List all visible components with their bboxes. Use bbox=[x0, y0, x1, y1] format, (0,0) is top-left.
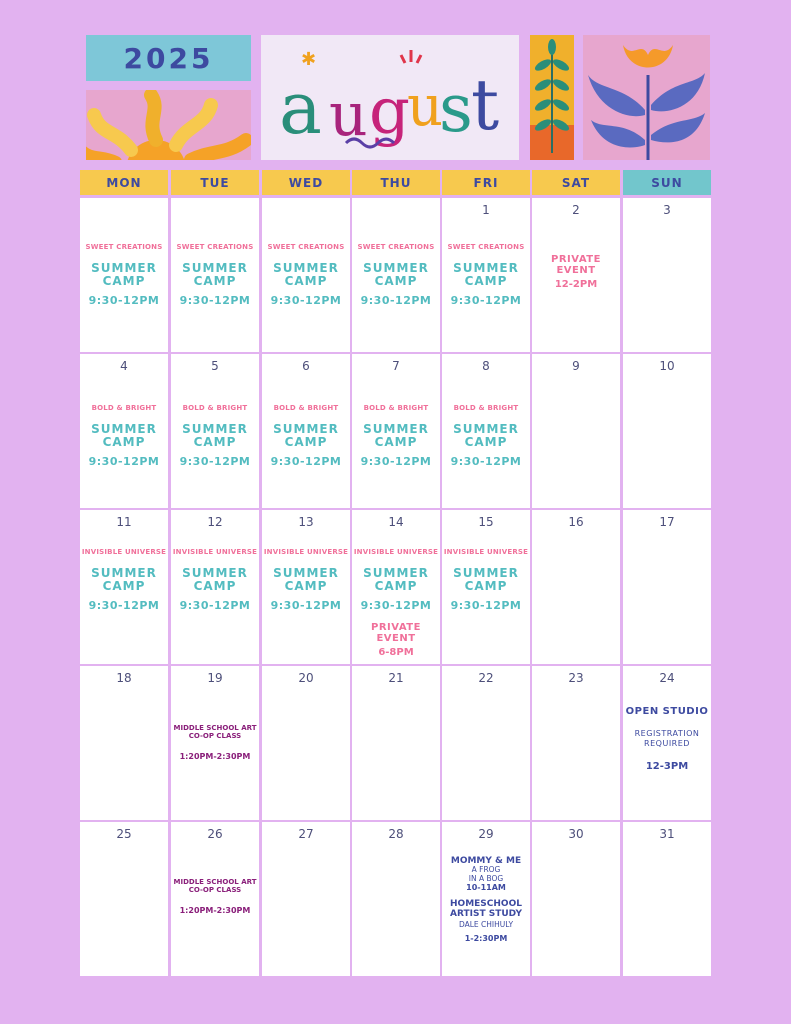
camp-event: BOLD & BRIGHT SUMMER CAMP 9:30-12PM bbox=[179, 404, 251, 468]
day-number: 25 bbox=[116, 827, 132, 841]
flower-illustration bbox=[583, 35, 710, 160]
calendar-cell[interactable] bbox=[171, 822, 259, 976]
weekday-header-wed: WED bbox=[262, 170, 350, 195]
camp-event: INVISIBLE UNIVERSE SUMMER CAMP 9:30-12PM bbox=[81, 548, 167, 612]
day-number: 14 bbox=[388, 515, 404, 529]
day-number: 24 bbox=[659, 671, 675, 685]
calendar-cell[interactable] bbox=[442, 354, 530, 508]
day-number: 17 bbox=[659, 515, 675, 529]
svg-text:u: u bbox=[407, 74, 444, 139]
camp-event: SWEET CREATIONS SUMMER CAMP 9:30-12PM bbox=[85, 243, 163, 307]
year-label: 2025 bbox=[123, 41, 214, 75]
camp-event: SWEET CREATIONS SUMMER CAMP 9:30-12PM bbox=[267, 243, 345, 307]
calendar-cell[interactable] bbox=[442, 510, 530, 664]
weekday-header-thu: THU bbox=[352, 170, 440, 195]
weekday-header-fri: FRI bbox=[442, 170, 530, 195]
homeschool-title-2: ARTIST STUDY bbox=[450, 909, 522, 919]
camp-event: BOLD & BRIGHT SUMMER CAMP 9:30-12PM bbox=[360, 404, 432, 468]
calendar-cell[interactable] bbox=[171, 198, 259, 352]
calendar-cell[interactable] bbox=[80, 822, 168, 976]
day-number: 6 bbox=[302, 359, 310, 373]
day-number: 22 bbox=[478, 671, 494, 685]
day-number: 20 bbox=[298, 671, 314, 685]
year-banner bbox=[86, 35, 251, 81]
day-number: 7 bbox=[392, 359, 400, 373]
day-number: 10 bbox=[659, 359, 675, 373]
weekday-header-tue: TUE bbox=[171, 170, 259, 195]
calendar-cell[interactable] bbox=[80, 510, 168, 664]
calendar-cell[interactable] bbox=[80, 198, 168, 352]
calendar-cell[interactable] bbox=[352, 198, 440, 352]
calendar-cell[interactable] bbox=[171, 666, 259, 820]
private-event-time: 6-8PM bbox=[378, 647, 414, 658]
day-number: 30 bbox=[568, 827, 584, 841]
calendar-cell[interactable] bbox=[623, 666, 711, 820]
svg-text:t: t bbox=[471, 64, 500, 146]
weekday-header-sun: SUN bbox=[623, 170, 711, 195]
day-number: 26 bbox=[207, 827, 223, 841]
calendar-cell[interactable] bbox=[352, 822, 440, 976]
day-number: 27 bbox=[298, 827, 314, 841]
day-number: 19 bbox=[207, 671, 223, 685]
camp-event: SWEET CREATIONS SUMMER CAMP 9:30-12PM bbox=[357, 243, 435, 307]
camp-event: INVISIBLE UNIVERSE SUMMER CAMP 9:30-12PM bbox=[443, 548, 529, 612]
calendar-cell[interactable] bbox=[532, 822, 620, 976]
month-banner bbox=[261, 35, 519, 160]
camp-event: SWEET CREATIONS SUMMER CAMP 9:30-12PM bbox=[176, 243, 254, 307]
calendar-cell[interactable] bbox=[623, 510, 711, 664]
day-number: 31 bbox=[659, 827, 675, 841]
day-number: 8 bbox=[482, 359, 490, 373]
calendar-cell[interactable] bbox=[352, 666, 440, 820]
private-event-label: PRIVATE EVENT bbox=[371, 622, 421, 644]
day-number: 13 bbox=[298, 515, 314, 529]
day-number: 4 bbox=[120, 359, 128, 373]
camp-event: INVISIBLE UNIVERSE SUMMER CAMP 9:30-12PM PRIVATE EVENT 6-8PM bbox=[353, 548, 439, 658]
svg-text:u: u bbox=[329, 80, 368, 150]
calendar-cell[interactable] bbox=[80, 666, 168, 820]
calendar-cell[interactable] bbox=[262, 198, 350, 352]
month-title-art bbox=[261, 35, 519, 160]
calendar-cell[interactable] bbox=[80, 354, 168, 508]
day-number: 5 bbox=[211, 359, 219, 373]
calendar-cell[interactable] bbox=[532, 666, 620, 820]
calendar-cell[interactable] bbox=[171, 510, 259, 664]
calendar-cell[interactable] bbox=[442, 822, 530, 976]
day-number: 2 bbox=[572, 203, 580, 217]
day-number: 21 bbox=[388, 671, 404, 685]
svg-text:s: s bbox=[439, 70, 473, 147]
calendar-cell[interactable] bbox=[532, 354, 620, 508]
leaf-illustration bbox=[530, 35, 574, 160]
day-number: 18 bbox=[116, 671, 132, 685]
day-number: 9 bbox=[572, 359, 580, 373]
weekday-header-sat: SAT bbox=[532, 170, 620, 195]
svg-text:a: a bbox=[279, 66, 322, 150]
weekday-header-mon: MON bbox=[80, 170, 168, 195]
svg-text:✱: ✱ bbox=[301, 49, 317, 70]
calendar-cell[interactable] bbox=[262, 666, 350, 820]
day-number: 3 bbox=[663, 203, 671, 217]
camp-event: INVISIBLE UNIVERSE SUMMER CAMP 9:30-12PM bbox=[263, 548, 349, 612]
mommy-me-event: MOMMY & ME A FROG IN A BOG 10-11AM HOMESCHOOL ARTIST STUDY DALE CHIHULY 1-2:30PM bbox=[442, 856, 530, 944]
open-studio-event: OPEN STUDIO REGISTRATION REQUIRED 12-3PM bbox=[625, 706, 709, 772]
day-number: 15 bbox=[478, 515, 494, 529]
camp-event: BOLD & BRIGHT SUMMER CAMP 9:30-12PM bbox=[270, 404, 342, 468]
homeschool-time: 1-2:30PM bbox=[464, 933, 508, 943]
private-event: PRIVATE EVENT 12-2PM bbox=[551, 254, 601, 290]
camp-event: BOLD & BRIGHT SUMMER CAMP 9:30-12PM bbox=[450, 404, 522, 468]
calendar-cell[interactable] bbox=[262, 822, 350, 976]
day-number: 28 bbox=[388, 827, 404, 841]
homeschool-title-1: HOMESCHOOL bbox=[450, 899, 522, 909]
homeschool-sub: DALE CHIHULY bbox=[458, 920, 514, 929]
day-number: 11 bbox=[116, 515, 132, 529]
calendar-cell[interactable] bbox=[442, 198, 530, 352]
middle-school-event: MIDDLE SCHOOL ART CO-OP CLASS 1:20PM-2:30PM bbox=[173, 878, 257, 915]
calendar-cell[interactable] bbox=[532, 510, 620, 664]
svg-text:g: g bbox=[369, 75, 410, 149]
calendar-cell[interactable] bbox=[623, 198, 711, 352]
day-number: 12 bbox=[207, 515, 223, 529]
calendar-cell[interactable] bbox=[262, 510, 350, 664]
middle-school-event: MIDDLE SCHOOL ART CO-OP CLASS 1:20PM-2:30PM bbox=[173, 724, 257, 761]
calendar-cell[interactable] bbox=[352, 510, 440, 664]
calendar-cell[interactable] bbox=[171, 354, 259, 508]
camp-event: BOLD & BRIGHT SUMMER CAMP 9:30-12PM bbox=[88, 404, 160, 468]
sun-illustration bbox=[86, 90, 251, 160]
day-number: 16 bbox=[568, 515, 584, 529]
day-number: 1 bbox=[482, 203, 490, 217]
calendar-cell[interactable] bbox=[442, 666, 530, 820]
camp-event: SWEET CREATIONS SUMMER CAMP 9:30-12PM bbox=[447, 243, 525, 307]
calendar-cell[interactable] bbox=[532, 198, 620, 352]
calendar-cell[interactable] bbox=[623, 822, 711, 976]
calendar-cell[interactable] bbox=[262, 354, 350, 508]
day-number: 23 bbox=[568, 671, 584, 685]
camp-event: INVISIBLE UNIVERSE SUMMER CAMP 9:30-12PM bbox=[172, 548, 258, 612]
calendar-cell[interactable] bbox=[623, 354, 711, 508]
calendar-cell[interactable] bbox=[352, 354, 440, 508]
day-number: 29 bbox=[478, 827, 494, 841]
